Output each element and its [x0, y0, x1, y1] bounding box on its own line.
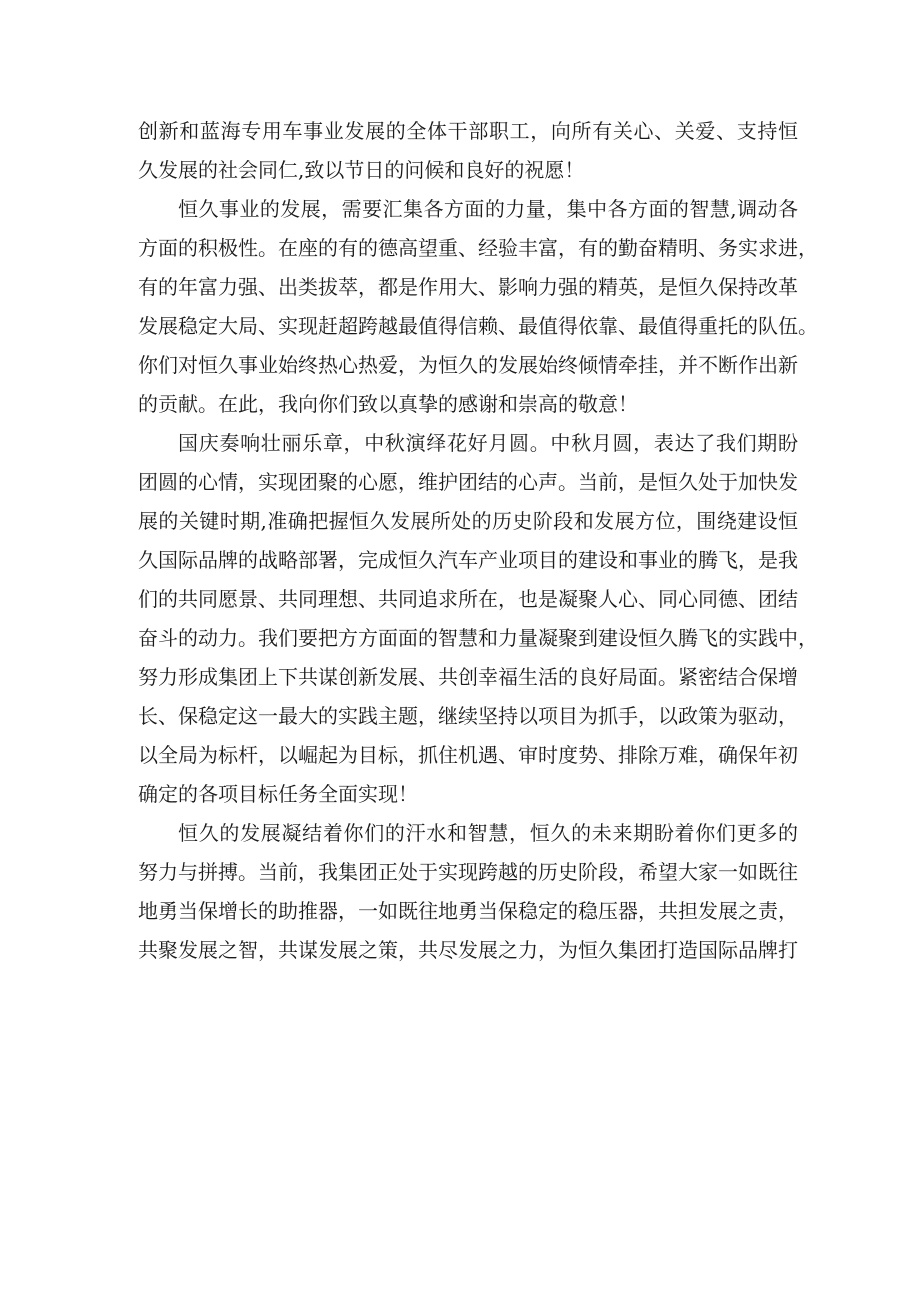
paragraph-2	[138, 190, 818, 424]
text-line: 有的年富力强、出类拔萃，都是作用大、影响力强的精英，是恒久保持改革	[138, 275, 798, 299]
text-line: 努力形成集团上下共谋创新发展、共创幸福生活的良好局面。紧密结合保增	[138, 665, 798, 689]
text-line: 共聚发展之智，共谋发展之策，共尽发展之力，为恒久集团打造国际品牌打	[138, 938, 798, 962]
paragraph-4	[138, 814, 798, 970]
paragraph-3	[138, 424, 818, 814]
text-line: 地勇当保增长的助推器，一如既往地勇当保稳定的稳压器，共担发展之责，	[138, 899, 798, 923]
text-line: 奋斗的动力。我们要把方方面面的智慧和力量凝聚到建设恒久腾飞的实践中，	[138, 626, 818, 650]
text-line: 展的关键时期,准确把握恒久发展所处的历史阶段和发展方位，围绕建设恒	[138, 509, 798, 533]
document-body	[138, 112, 818, 970]
text-line: 以全局为标杆，以崛起为目标，抓住机遇、审时度势、排除万难，确保年初	[138, 743, 798, 767]
text-line: 的贡献。在此，我向你们致以真挚的感谢和崇高的敬意！	[138, 392, 638, 416]
text-line: 发展稳定大局、实现赶超跨越最值得信赖、最值得依靠、最值得重托的队伍。	[138, 314, 818, 338]
text-line: 创新和蓝海专用车事业发展的全体干部职工，向所有关心、关爱、支持恒	[138, 119, 798, 143]
text-line: 国庆奏响壮丽乐章，中秋演绎花好月圆。中秋月圆，表达了我们期盼	[178, 431, 798, 455]
text-line: 恒久事业的发展，需要汇集各方面的力量，集中各方面的智慧,调动各	[178, 197, 798, 221]
text-line: 久国际品牌的战略部署，完成恒久汽车产业项目的建设和事业的腾飞，是我	[138, 548, 798, 572]
paragraph-1	[138, 112, 798, 190]
text-line: 长、保稳定这一最大的实践主题，继续坚持以项目为抓手，以政策为驱动，	[138, 704, 798, 728]
text-line: 方面的积极性。在座的有的德高望重、经验丰富，有的勤奋精明、务实求进，	[138, 236, 818, 260]
text-line: 久发展的社会同仁,致以节日的问候和良好的祝愿！	[138, 158, 585, 182]
text-line: 确定的各项目标任务全面实现！	[138, 782, 418, 806]
text-line: 努力与拼搏。当前，我集团正处于实现跨越的历史阶段，希望大家一如既往	[138, 860, 798, 884]
text-line: 们的共同愿景、共同理想、共同追求所在，也是凝聚人心、同心同德、团结	[138, 587, 798, 611]
text-line: 你们对恒久事业始终热心热爱，为恒久的发展始终倾情牵挂，并不断作出新	[138, 353, 798, 377]
text-line: 恒久的发展凝结着你们的汗水和智慧，恒久的未来期盼着你们更多的	[178, 821, 798, 845]
text-line: 团圆的心情，实现团聚的心愿，维护团结的心声。当前，是恒久处于加快发	[138, 470, 798, 494]
